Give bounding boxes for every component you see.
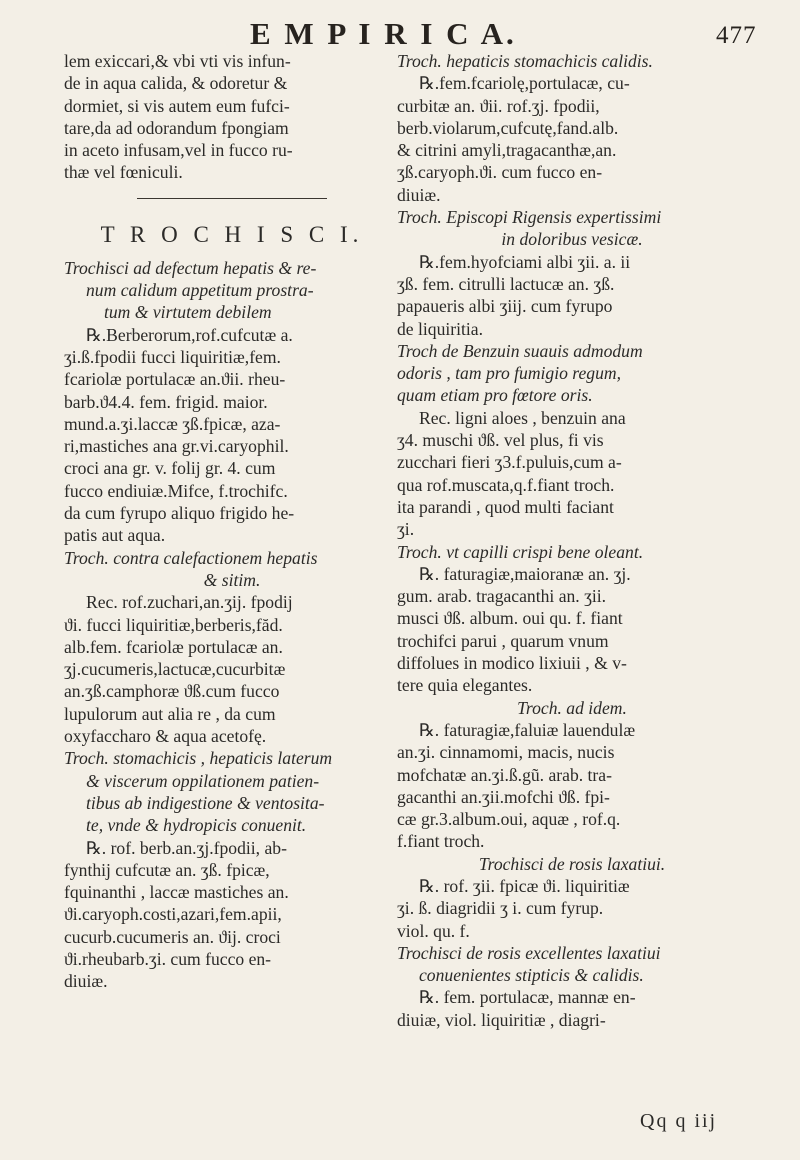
text-line: oxyfaccharo & aqua acetofę.	[64, 726, 267, 747]
recipe-heading	[397, 541, 747, 563]
right-column	[397, 50, 747, 1031]
text-line: lem exiccari,& vbi vti vis infun-	[64, 51, 291, 71]
recipe-text	[64, 324, 400, 547]
text-line: fquinanthi , laccæ mastiches an.	[64, 882, 289, 903]
text-line: tare,da ad odorandum fpongiam	[64, 117, 289, 138]
text-line: ϑi.rheubarb.ʒi. cum fucco en-	[64, 948, 272, 969]
recipe-text	[397, 407, 747, 541]
text-line: mofchatæ an.ʒi.ß.gũ. arab. tra-	[397, 764, 612, 785]
heading-line: Troch de Benzuin suauis admodum	[397, 340, 643, 361]
heading-line: tibus ab indigestione & ventosita-	[86, 792, 325, 813]
text-line: de liquiritia.	[397, 318, 483, 339]
text-line: ita parandi , quod multi faciant	[397, 496, 614, 517]
signature-mark: Qq q iij	[640, 1110, 718, 1132]
heading-line: in doloribus vesicæ.	[501, 229, 643, 250]
text-line: papaueris albi ʒiij. cum fyrupo	[397, 296, 613, 317]
text-line: patis aut aqua.	[64, 525, 166, 546]
heading-line: Troch. hepaticis stomachicis calidis.	[397, 51, 653, 71]
running-head: E M P I R I C A.	[250, 16, 517, 51]
text-line: f.fiant troch.	[397, 831, 485, 852]
text-line: an.ʒi. cinnamomi, macis, nucis	[397, 742, 615, 763]
text-line: ʒi. ß. diagridii ʒ i. cum fyrup.	[397, 898, 604, 919]
text-line: diuiæ.	[397, 184, 441, 205]
text-line: ℞.Berberorum,rof.cufcutæ a.	[86, 324, 293, 345]
recipe-text	[397, 875, 747, 942]
text-line: qua rof.muscata,q.f.fiant troch.	[397, 474, 615, 495]
text-line: fcariolæ portulacæ an.ϑii. rheu-	[64, 369, 286, 390]
text-line: ʒj.cucumeris,lactucæ,cucurbitæ	[64, 659, 286, 680]
heading-line: Trochisci ad defectum hepatis & re-	[64, 257, 317, 278]
text-line: ʒ4. muschi ϑß. vel plus, fi vis	[397, 430, 604, 451]
text-line: musci ϑß. album. oui qu. f. fiant	[397, 608, 623, 629]
text-line: curbitæ an. ϑii. rof.ʒj. fpodii,	[397, 95, 600, 116]
text-line: viol. qu. f.	[397, 920, 470, 941]
recipe-text	[397, 563, 747, 697]
text-line: de in aqua calida, & odoretur &	[64, 73, 288, 94]
text-line: ℞. rof. ʒii. fpicæ ϑi. liquiritiæ	[419, 875, 630, 896]
heading-line: te, vnde & hydropicis conuenit.	[86, 815, 307, 836]
text-line: diffolues in modico lixiuii , & v-	[397, 653, 627, 674]
text-line: ϑi.caryoph.costi,azari,fem.apii,	[64, 904, 282, 925]
heading-line: Trochisci de rosis laxatiui.	[478, 853, 666, 874]
text-line: ℞. rof. berb.an.ʒj.fpodii, ab-	[86, 837, 287, 858]
recipe-heading	[397, 697, 747, 719]
text-line: gacanthi an.ʒii.mofchi ϑß. fpi-	[397, 786, 610, 807]
heading-line: & viscerum oppilationem patien-	[86, 770, 320, 791]
recipe-heading	[397, 50, 747, 72]
recipe-text	[64, 591, 400, 747]
recipe-heading	[64, 257, 400, 324]
text-line: cucurb.cucumeris an. ϑij. croci	[64, 926, 281, 947]
recipe-heading	[64, 547, 400, 592]
text-line: ϑi. fucci liquiritiæ,berberis,făd.	[64, 614, 283, 635]
recipe-text	[397, 986, 747, 1031]
text-line: ℞.fem.hyofciami albi ʒii. a. ii	[419, 251, 631, 272]
text-line: ℞. faturagiæ,maioranæ an. ʒj.	[419, 563, 631, 584]
heading-line: odoris , tam pro fumigio regum,	[397, 363, 622, 384]
heading-line: Troch. ad idem.	[517, 697, 627, 718]
recipe-heading	[397, 853, 747, 875]
text-line: an.ʒß.camphoræ ϑß.cum fucco	[64, 681, 280, 702]
text-line: ʒß.caryoph.ϑi. cum fucco en-	[397, 162, 603, 183]
text-line: barb.ϑ4.4. fem. frigid. maior.	[64, 391, 268, 412]
text-line: diuiæ.	[64, 971, 108, 992]
left-column	[64, 50, 400, 993]
heading-line: conuenientes stipticis & calidis.	[419, 965, 644, 986]
text-line: ℞. fem. portulacæ, mannæ en-	[419, 987, 636, 1008]
recipe-text	[397, 251, 747, 340]
heading-line: num calidum appetitum prostra-	[86, 280, 314, 301]
text-line: ℞. faturagiæ,faluiæ lauendulæ	[419, 719, 636, 740]
text-line: Rec. rof.zuchari,an.ʒij. fpodij	[86, 592, 293, 613]
heading-line: Trochisci de rosis excellentes laxatiui	[397, 942, 661, 963]
text-line: trochifci parui , quarum vnum	[397, 630, 609, 651]
recipe-text	[64, 837, 400, 993]
recipe-text	[397, 72, 747, 206]
text-block	[64, 50, 400, 184]
section-title: T R O C H I S C I.	[100, 221, 364, 247]
text-line: croci ana gr. v. folij gr. 4. cum	[64, 458, 276, 479]
page-number: 477	[716, 22, 757, 49]
text-line: ri,mastiches ana gr.vi.caryophil.	[64, 436, 289, 457]
text-line: da cum fyrupo aliquo frigido he-	[64, 503, 295, 524]
text-line: tere quia elegantes.	[397, 675, 533, 696]
text-line: berb.violarum,cufcutę,fand.alb.	[397, 117, 619, 138]
heading-line: & sitim.	[203, 569, 261, 590]
heading-line: tum & virtutem debilem	[104, 302, 272, 323]
text-line: fynthij cufcutæ an. ʒß. fpicæ,	[64, 859, 270, 880]
recipe-heading	[397, 340, 747, 407]
text-line: fucco endiuiæ.Mifce, f.trochifc.	[64, 480, 288, 501]
text-line: lupulorum aut alia re , da cum	[64, 703, 276, 724]
text-line: & citrini amyli,tragacanthæ,an.	[397, 140, 617, 161]
recipe-text	[397, 719, 747, 853]
text-line: gum. arab. tragacanthi an. ʒii.	[397, 586, 607, 607]
heading-line: Troch. vt capilli crispi bene oleant.	[397, 541, 644, 562]
recipe-heading	[397, 942, 747, 987]
heading-line: Troch. stomachicis , hepaticis laterum	[64, 748, 333, 769]
text-line: in aceto infusam,vel in fucco ru-	[64, 140, 293, 161]
text-line: diuiæ, viol. liquiritiæ , diagri-	[397, 1009, 606, 1030]
text-line: ʒi.ß.fpodii fucci liquiritiæ,fem.	[64, 346, 281, 367]
heading-line: quam etiam pro fœtore oris.	[397, 385, 593, 406]
text-line: cæ gr.3.album.oui, aquæ , rof.q.	[397, 809, 621, 830]
recipe-heading	[397, 206, 747, 251]
text-line: ʒi.	[397, 519, 415, 540]
text-line: dormiet, si vis autem eum fufci-	[64, 95, 290, 116]
section-divider	[137, 198, 327, 199]
recipe-heading	[64, 747, 400, 836]
text-line: ʒß. fem. citrulli lactucæ an. ʒß.	[397, 273, 615, 294]
text-line: zucchari fieri ʒ3.f.puluis,cum a-	[397, 452, 622, 473]
text-line: Rec. ligni aloes , benzuin ana	[419, 407, 626, 428]
text-line: ℞.fem.fcariolę,portulacæ, cu-	[419, 73, 630, 94]
text-line: thæ vel fœniculi.	[64, 162, 183, 183]
text-line: mund.a.ʒi.laccæ ʒß.fpicæ, aza-	[64, 413, 281, 434]
page-header	[0, 14, 800, 50]
heading-line: Troch. contra calefactionem hepatis	[64, 547, 318, 568]
text-line: alb.fem. fcariolæ portulacæ an.	[64, 636, 283, 657]
heading-line: Troch. Episcopi Rigensis expertissimi	[397, 207, 662, 228]
